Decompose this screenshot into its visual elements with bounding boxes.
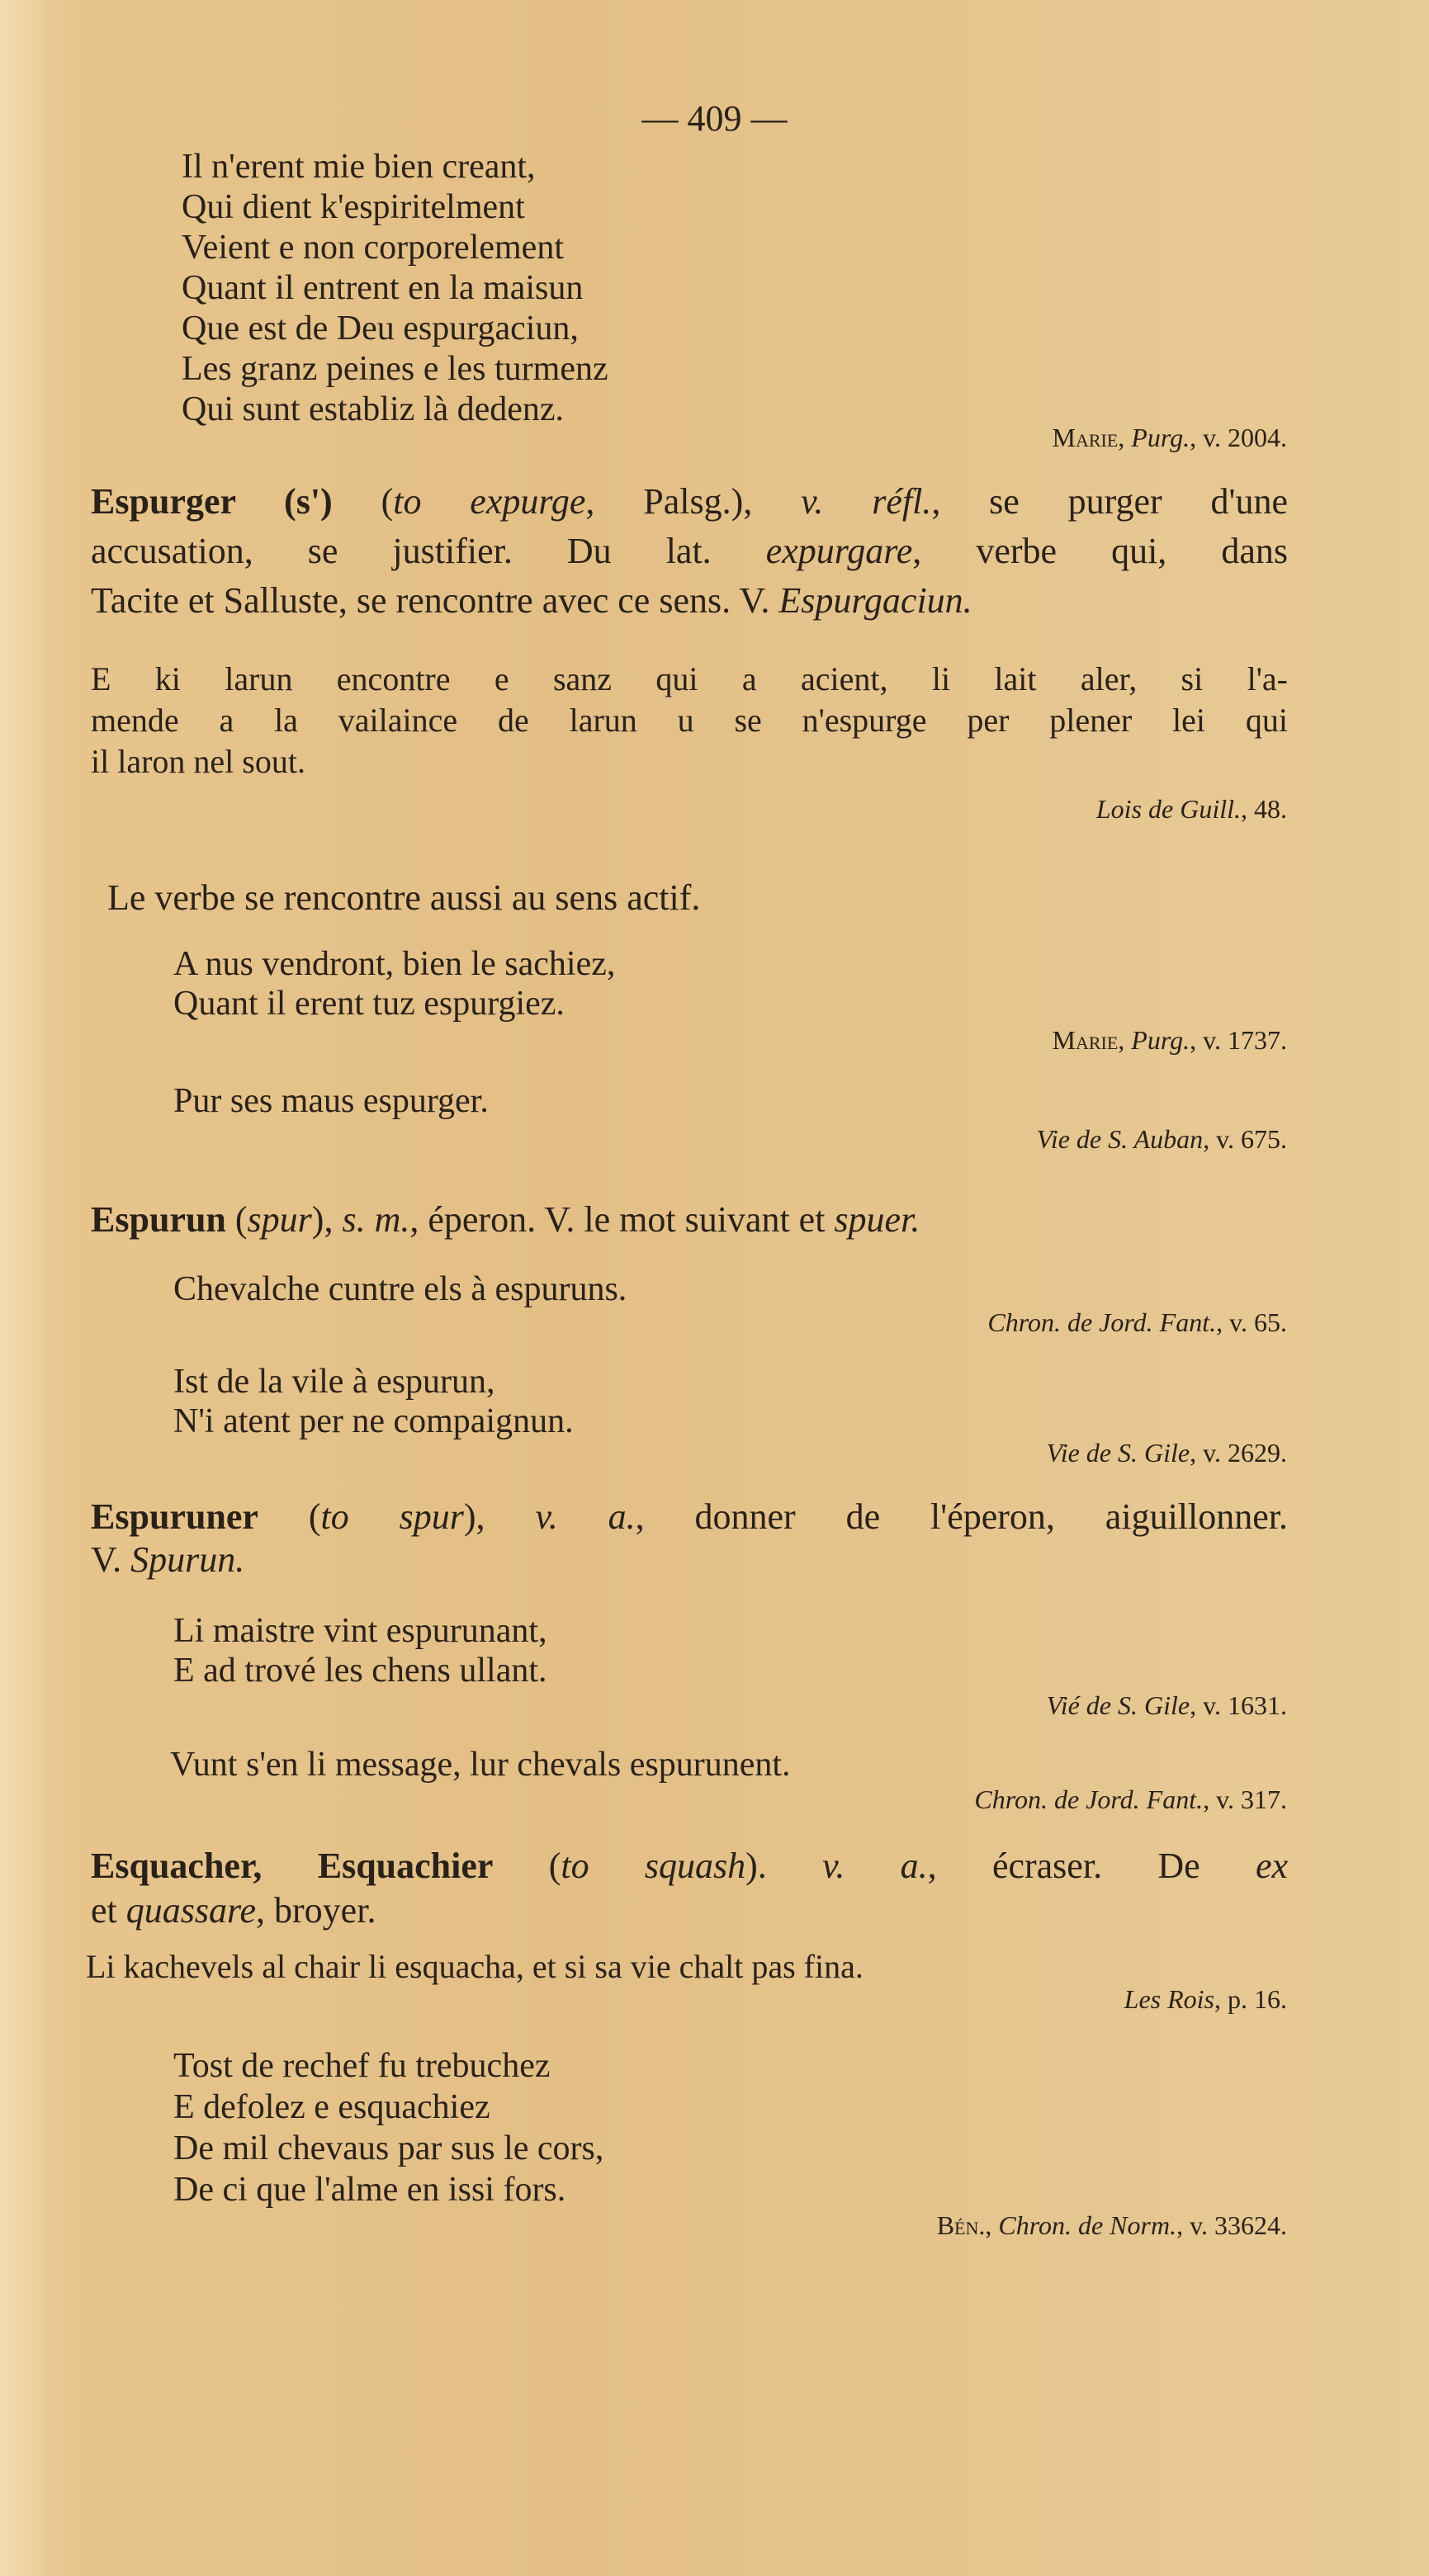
text-segment: ( (258, 1496, 321, 1537)
page-edge-shading (0, 0, 50, 2576)
text-segment: et (91, 1890, 126, 1931)
text-segment: , Palsg.), (585, 481, 802, 522)
text-segment: Quant il erent tuz espurgiez. (173, 985, 565, 1023)
italic-text: v. a. (535, 1496, 636, 1537)
text-segment: , v. 1631. (1190, 1690, 1287, 1720)
italic-text: Purg. (1131, 1025, 1190, 1055)
text-line (1096, 794, 1287, 825)
text-segment: il laron nel sout. (91, 743, 305, 780)
prose-quotation (86, 1946, 1288, 1988)
text-line (1047, 1438, 1287, 1468)
text-segment: Quant il entrent en la maisun (182, 269, 584, 307)
italic-text: quassare (125, 1890, 257, 1931)
text-segment: , broyer. (256, 1890, 376, 1931)
text-segment: A nus vendront, bien le sachiez, (173, 945, 616, 983)
text-segment: ), (463, 1496, 536, 1537)
text-segment: De ci que l'alme en issi fors. (173, 2171, 566, 2209)
text-line (91, 1888, 1288, 1933)
verse-quotation (173, 2045, 603, 2210)
headword: Espurun (91, 1199, 226, 1240)
citation (1124, 1984, 1287, 2015)
italic-text: v. réfl. (801, 481, 932, 522)
verse-quotation (173, 1362, 574, 1441)
text-line (1037, 1124, 1287, 1155)
text-segment: ). (745, 1846, 823, 1886)
citation (1037, 1124, 1287, 1155)
text-line (91, 477, 1288, 527)
text-line (182, 268, 608, 309)
author-name: Marie (1052, 423, 1119, 452)
text-line (173, 984, 615, 1023)
text-line (173, 2045, 603, 2087)
text-line (173, 2087, 603, 2128)
text-line (173, 1651, 547, 1690)
dictionary-entry (91, 477, 1288, 626)
text-line (91, 1195, 1288, 1245)
text-line (173, 1081, 489, 1121)
text-line (182, 228, 608, 268)
text-segment: accusation, se justifier. Du lat. (91, 531, 766, 571)
text-segment: Tost de rechef fu trebuchez (173, 2047, 551, 2085)
text-segment: Li maistre vint espurunant, (173, 1612, 547, 1650)
text-segment: E ad trové les chens ullant. (173, 1652, 547, 1690)
text-segment: E ki larun encontre e sanz qui a acient, li lait aler, si l'a- (91, 660, 1288, 697)
citation (937, 2210, 1287, 2241)
text-line (91, 700, 1288, 741)
italic-text: to spur (320, 1496, 464, 1537)
prose-quotation (91, 659, 1288, 782)
citation (1052, 423, 1287, 453)
text-line (173, 2128, 603, 2169)
citation (974, 1784, 1287, 1815)
text-segment: , v. 317. (1203, 1784, 1287, 1814)
italic-text: v. a. (822, 1846, 928, 1886)
citation (1096, 794, 1287, 825)
author-name: Marie (1052, 1025, 1119, 1055)
text-line (1052, 423, 1287, 453)
text-line (91, 1844, 1288, 1888)
italic-text: spur (247, 1199, 312, 1240)
citation (1052, 1025, 1287, 1056)
text-segment: Il n'erent mie bien creant, (182, 148, 536, 186)
text-segment: ( (493, 1846, 561, 1886)
italic-text: expurgare (765, 531, 913, 571)
text-line (182, 187, 608, 228)
text-line (173, 1401, 574, 1441)
text-segment: Tacite et Salluste, se rencontre avec ce sens. V. (91, 580, 779, 621)
verse-quotation (173, 1611, 547, 1690)
verse-quotation (170, 1745, 791, 1784)
text-segment: , v. 65. (1216, 1307, 1287, 1337)
page-number: — 409 — (641, 98, 788, 139)
text-segment: , écraser. De (927, 1846, 1256, 1886)
author-name: Bén. (936, 2210, 986, 2240)
italic-text: Espurgaciun. (778, 580, 972, 621)
verse-quotation (173, 1269, 627, 1309)
italic-text: to expurge (393, 481, 586, 522)
verse-quotation (173, 944, 615, 1023)
text-line (182, 309, 608, 349)
text-segment: , verbe qui, dans (912, 531, 1288, 571)
text-line (170, 1745, 791, 1784)
italic-text: Les Rois (1124, 1984, 1214, 2014)
headword: Esquacher, Esquachier (91, 1846, 494, 1886)
text-segment: V. (91, 1539, 131, 1580)
text-segment: Le verbe se rencontre aussi au sens actif. (107, 877, 701, 918)
dictionary-entry (91, 1195, 1288, 1245)
text-segment: , p. 16. (1214, 1984, 1287, 2014)
text-line (91, 1539, 1288, 1581)
text-segment: , se purger d'une (931, 481, 1289, 522)
text-line (1052, 1025, 1287, 1056)
italic-text: Chron. de Jord. Fant. (987, 1307, 1217, 1337)
text-segment: , v. 33624. (1176, 2210, 1287, 2240)
text-segment: , v. 675. (1203, 1124, 1287, 1154)
text-line (182, 147, 608, 187)
text-segment: ), (311, 1199, 343, 1240)
italic-text: Spurun. (130, 1539, 245, 1580)
text-segment: Les granz peines e les turmenz (182, 350, 608, 388)
italic-text: Purg. (1131, 423, 1190, 452)
text-segment: Chevalche cuntre els à espuruns. (173, 1270, 627, 1308)
text-line (182, 349, 608, 390)
italic-text: ex (1255, 1846, 1289, 1886)
text-segment: Veient e non corporelement (182, 229, 564, 267)
dictionary-entry (107, 873, 1288, 923)
text-line (1047, 1690, 1287, 1721)
text-segment: Pur ses maus espurger. (173, 1082, 489, 1120)
italic-text: s. m. (342, 1199, 410, 1240)
italic-text: Vie de S. Auban (1036, 1124, 1204, 1154)
text-line (91, 576, 1288, 626)
italic-text: Vié de S. Gile (1046, 1690, 1190, 1720)
text-segment: Que est de Deu espurgaciun, (182, 310, 579, 347)
text-segment: mende a la vailaince de larun u se n'espurge per plener lei qui (91, 702, 1288, 739)
citation (1047, 1690, 1287, 1721)
italic-text: Vie de S. Gile (1046, 1438, 1190, 1468)
text-segment: Qui dient k'espiritelment (182, 188, 525, 226)
text-line (91, 527, 1288, 576)
dictionary-entry (91, 1844, 1288, 1933)
text-segment: Li kachevels al chair li esquacha, et si sa vie chalt pas fina. (86, 1948, 864, 1985)
text-segment: , (985, 2210, 999, 2240)
verse-quotation (173, 1081, 489, 1121)
text-segment: ( (225, 1199, 248, 1240)
text-segment: E defolez e esquachiez (173, 2088, 490, 2126)
text-segment: , donner de l'éperon, aiguillonner. (635, 1496, 1288, 1537)
text-segment: Ist de la vile à espurun, (173, 1363, 495, 1401)
italic-text: to squash (561, 1846, 746, 1886)
text-segment: , v. 2629. (1190, 1438, 1287, 1468)
text-line (86, 1946, 1288, 1988)
text-line (173, 1611, 547, 1651)
headword: Espurger (s') (91, 481, 333, 522)
text-line (173, 944, 615, 984)
text-segment: , v. 2004. (1190, 423, 1287, 452)
text-segment: , (1118, 1025, 1132, 1055)
italic-text: Chron. de Jord. Fant. (974, 1784, 1204, 1814)
text-line (173, 1362, 574, 1401)
text-line (937, 2210, 1287, 2241)
text-segment: ( (332, 481, 394, 522)
italic-text: Chron. de Norm. (998, 2210, 1177, 2240)
citation (1047, 1438, 1287, 1468)
citation (987, 1307, 1287, 1338)
text-line (173, 2169, 603, 2210)
text-line (974, 1784, 1287, 1815)
text-segment: , (1118, 423, 1132, 452)
dictionary-entry (91, 1496, 1288, 1581)
text-line (91, 1496, 1288, 1539)
text-segment: Qui sunt establiz là dedenz. (182, 390, 565, 428)
headword: Espuruner (91, 1496, 258, 1537)
text-segment: , 48. (1241, 794, 1287, 824)
text-line (91, 741, 1288, 782)
text-segment: N'i atent per ne compaignun. (173, 1402, 574, 1440)
text-segment: Vunt s'en li message, lur chevals espurunent. (170, 1746, 791, 1784)
text-line (173, 1269, 627, 1309)
text-line (91, 659, 1288, 700)
italic-text: spuer. (834, 1199, 920, 1240)
italic-text: Lois de Guill. (1095, 794, 1241, 824)
text-line (182, 390, 608, 430)
text-line (107, 873, 1288, 923)
verse-quotation (182, 147, 608, 430)
text-segment: , v. 1737. (1190, 1025, 1287, 1055)
text-segment: De mil chevaus par sus le cors, (173, 2129, 604, 2167)
text-segment: , éperon. V. le mot suivant et (409, 1199, 835, 1240)
text-line (987, 1307, 1287, 1338)
text-line (1124, 1984, 1287, 2015)
